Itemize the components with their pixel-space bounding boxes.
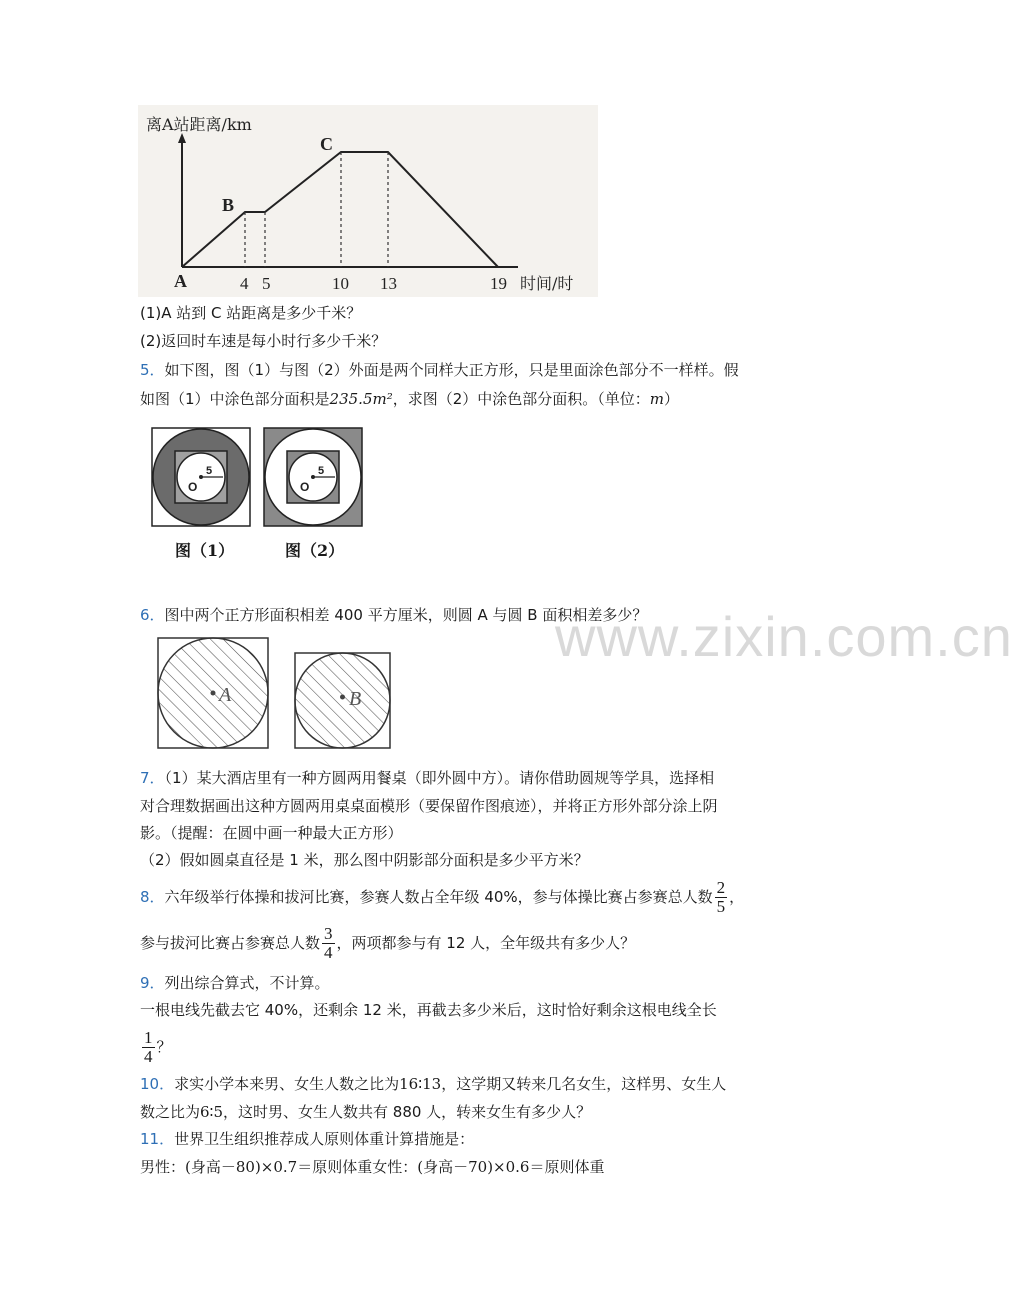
q11-female-formula: (身高－70)×0.6＝原则体重 [417, 1158, 605, 1176]
q10-line-2: 数之比为6∶5，这时男、女生人数共有 880 人，转来女生有多少人？ [140, 1103, 592, 1121]
q7-line-1: 7．（1）某大酒店里有一种方圆两用餐桌（即外圆中方）。请你借助圆规等学具，选择相 [140, 769, 715, 787]
point-label-a: A [174, 271, 187, 291]
q4-sub-1: (1)A 站到 C 站距离是多少千米？ [140, 304, 362, 322]
q8-line-1: 8．六年级举行体操和拔河比赛，参赛人数占全年级 40%，参与体操比赛占参赛总人数 $\frac{2}{5}$ ， [140, 878, 745, 916]
q6-circle-a-label: A [219, 684, 232, 706]
distance-time-graph [138, 105, 598, 297]
x-tick-19: 19 [490, 274, 507, 293]
q7-number: 7． [140, 769, 165, 787]
q9-line-1: 9．列出综合算式，不计算。 [140, 974, 330, 992]
q11-line-1: 11．世界卫生组织推荐成人原则体重计算措施是： [140, 1130, 475, 1148]
q8-number: 8． [140, 888, 165, 906]
q8-line-2: 参与拔河比赛占参赛总人数 $\frac{3}{4}$ ，两项都参与有 12 人，全年级共有多少人？ [140, 924, 636, 962]
point-label-c: C [320, 134, 333, 154]
q7-line-2: 对合理数据画出这种方圆两用桌桌面模形（要保留作图痕迹），并将正方形外部分涂上阴 [140, 797, 718, 815]
q5-fig2-center: O [300, 480, 310, 494]
q6-circle-b-label: B [349, 688, 362, 710]
x-tick-10: 10 [332, 274, 349, 293]
q5-fig2-caption: 图（2） [285, 541, 345, 560]
q5-line-2: 如图（1）中涂色部分面积是235.5m²，求图（2）中涂色部分面积。（单位：m） [140, 390, 680, 408]
q5-fig1-center: O [188, 480, 198, 494]
q5-fig1-radius: 5 [206, 465, 213, 477]
q6-line: 6．图中两个正方形面积相差 400 平方厘米，则圆 A 与圆 B 面积相差多少？ [140, 606, 648, 624]
q5-number: 5． [140, 361, 165, 379]
q5-figure-2 [263, 427, 363, 527]
q5-fig1-caption: 图（1） [175, 541, 235, 560]
watermark: www.zixin.com.cn [555, 605, 1013, 668]
x-axis-label: 时间/时 [520, 274, 574, 293]
q8-fraction-2: $\frac{3}{4}$ [324, 924, 333, 962]
q9-number: 9． [140, 974, 165, 992]
x-tick-5: 5 [262, 274, 271, 293]
y-axis-label: 离A站距离/km [146, 115, 252, 134]
x-tick-13: 13 [380, 274, 397, 293]
q6-figures [155, 635, 415, 751]
q9-line-2: 一根电线先截去它 40%，还剩余 12 米，再截去多少米后，这时恰好剩余这根电线全长 [140, 1001, 717, 1019]
q5-fig2-radius: 5 [318, 465, 325, 477]
q4-sub-2: (2)返回时车速是每小时行多少千米？ [140, 332, 387, 350]
q8-fraction-1: $\frac{2}{5}$ [716, 878, 726, 916]
q5-figure-1 [151, 427, 251, 527]
q10-ratio-2: 6∶5 [200, 1103, 224, 1121]
q7-line-4: （2）假如圆桌直径是 1 米，那么图中阴影部分面积是多少平方米？ [140, 851, 589, 869]
q10-number: 10． [140, 1075, 175, 1093]
q11-male-formula: (身高－80)×0.7＝原则体重 [185, 1158, 373, 1176]
point-label-b: B [222, 195, 235, 215]
x-tick-4: 4 [240, 274, 249, 293]
q7-line-3: 影。（提醒：在圆中画一种最大正方形） [140, 824, 403, 842]
q10-ratio-1: 16∶13 [399, 1075, 442, 1093]
q5-line-1: 5．如下图，图（1）与图（2）外面是两个同样大正方形，只是里面涂色部分不一样样。假 [140, 361, 739, 379]
q9-line-3: $\frac{1}{4}$ ？ [144, 1028, 172, 1066]
q6-number: 6． [140, 606, 165, 624]
q11-number: 11． [140, 1130, 175, 1148]
q11-line-2: 男性：(身高－80)×0.7＝原则体重女性：(身高－70)×0.6＝原则体重 [140, 1158, 605, 1176]
q5-area: 235.5m² [329, 390, 393, 408]
q10-line-1: 10．求实小学本来男、女生人数之比为16∶13，这学期又转来几名女生，这样男、女生人 [140, 1075, 727, 1093]
q9-fraction: $\frac{1}{4}$ [144, 1028, 153, 1066]
q5-unit: m [649, 390, 665, 408]
